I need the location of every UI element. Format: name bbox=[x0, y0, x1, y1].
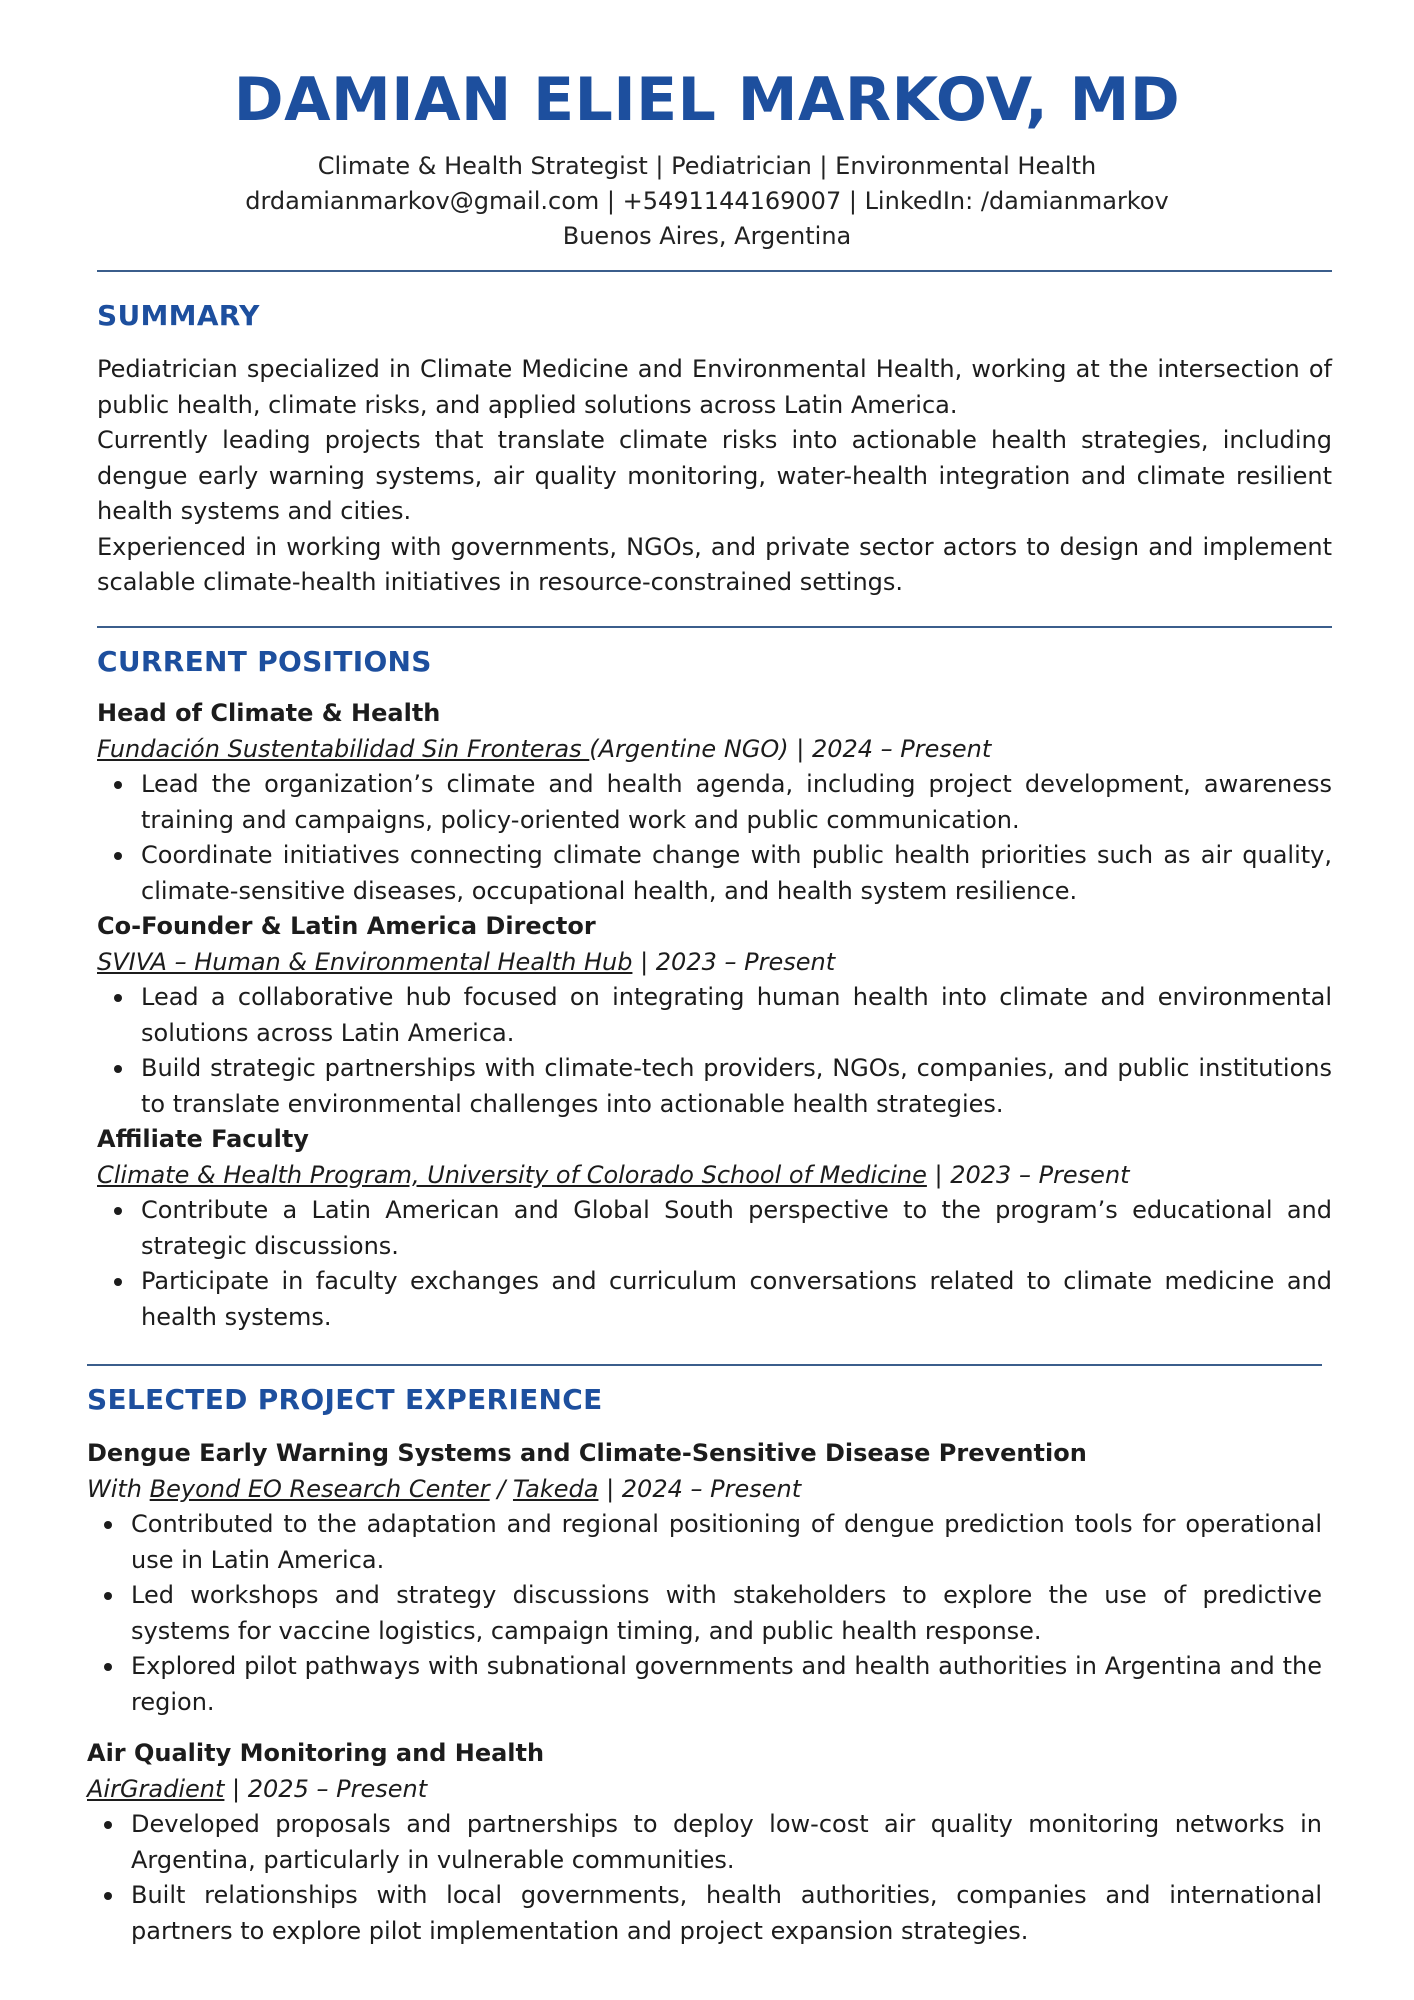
summary-divider bbox=[97, 626, 1332, 628]
position-entry bbox=[97, 696, 1332, 909]
project-bullets bbox=[87, 1807, 1322, 1949]
project-title: Air Quality Monitoring and Health bbox=[87, 1739, 545, 1767]
bullet-item: Lead a collaborative hub focused on integrating human health into climate and environmental solutions across Latin America. bbox=[141, 980, 1332, 1051]
location: Buenos Aires, Argentina bbox=[562, 222, 852, 250]
project-org-line bbox=[87, 1772, 1322, 1808]
bullet-item: Participate in faculty exchanges and curriculum conversations related to climate medicine and health systems. bbox=[141, 1264, 1332, 1335]
position-entry bbox=[97, 909, 1332, 1122]
position-org-line bbox=[97, 732, 1332, 768]
spacer bbox=[87, 1720, 1322, 1736]
project-entry bbox=[87, 1436, 1322, 1720]
bullet-item: Explored pilot pathways with subnational governments and health authorities in Argentina and the region. bbox=[131, 1649, 1322, 1720]
position-title: Head of Climate & Health bbox=[97, 699, 441, 727]
organization-link[interactable]: SVIVA – Human & Environmental Health Hub bbox=[97, 947, 633, 976]
bullet-item: Build strategic partnerships with climate-tech providers, NGOs, companies, and public institutions to translate environmental challenges into actionable health strategies. bbox=[141, 1051, 1332, 1122]
position-dates: | 2023 – Present bbox=[926, 1160, 1130, 1189]
bullet-item: Developed proposals and partnerships to deploy low-cost air quality monitoring networks in Argentina, particularly in vulnerable communities. bbox=[131, 1807, 1322, 1878]
position-org-line bbox=[97, 945, 1332, 981]
project-title: Dengue Early Warning Systems and Climate-Sensitive Disease Prevention bbox=[87, 1439, 1087, 1467]
position-dates: (Argentine NGO) | 2024 – Present bbox=[589, 734, 992, 763]
summary-heading: SUMMARY bbox=[97, 299, 260, 332]
project-entry bbox=[87, 1736, 1322, 1949]
project-dates: | 2025 – Present bbox=[224, 1774, 428, 1803]
position-dates: | 2023 – Present bbox=[632, 947, 836, 976]
position-org-line bbox=[97, 1158, 1332, 1194]
projects-section bbox=[87, 1436, 1322, 1949]
position-title: Co-Founder & Latin America Director bbox=[97, 912, 596, 940]
bullet-item: Coordinate initiatives connecting climate change with public health priorities such as air quality, climate-sensitive diseases, occupational health, and health system resilience. bbox=[141, 838, 1332, 909]
organization-link[interactable]: AirGradient bbox=[87, 1774, 225, 1803]
bullet-item: Contributed to the adaptation and regional positioning of dengue prediction tools for operational use in Latin America. bbox=[131, 1507, 1322, 1578]
tagline: Climate & Health Strategist | Pediatrician | Environmental Health bbox=[317, 152, 1097, 180]
position-bullets bbox=[97, 767, 1332, 909]
summary-paragraph: Currently leading projects that translate climate risks into actionable health strategies, including dengue early warning systems, air quality monitoring, water-health integration and climate resilient health systems and cities. bbox=[97, 426, 1332, 525]
organization-link[interactable]: Takeda bbox=[512, 1474, 599, 1503]
organization-link[interactable]: Beyond EO Research Center bbox=[149, 1474, 490, 1503]
projects-heading: SELECTED PROJECT EXPERIENCE bbox=[87, 1383, 603, 1416]
summary-paragraph: Pediatrician specialized in Climate Medicine and Environmental Health, working at the intersection of public health, climate risks, and applied solutions across Latin America. bbox=[97, 355, 1332, 419]
bullet-item: Contribute a Latin American and Global South perspective to the program’s educational and strategic discussions. bbox=[141, 1193, 1332, 1264]
positions-heading: CURRENT POSITIONS bbox=[97, 645, 432, 678]
summary-paragraph: Experienced in working with governments, NGOs, and private sector actors to design and implement scalable climate-health initiatives in resource-constrained settings. bbox=[97, 532, 1332, 596]
header-divider bbox=[97, 270, 1332, 272]
organization-link[interactable]: Fundación Sustentabilidad Sin Fronteras bbox=[97, 734, 590, 763]
contact-info: drdamianmarkov@gmail.com | +5491144169007 | LinkedIn: /damianmarkov bbox=[245, 187, 1169, 215]
position-entry bbox=[97, 1122, 1332, 1335]
project-prefix: With bbox=[87, 1474, 150, 1503]
bullet-item: Led workshops and strategy discussions with stakeholders to explore the use of predictive systems for vaccine logistics, campaign timing, and public health response. bbox=[131, 1578, 1322, 1649]
summary-section bbox=[97, 352, 1332, 601]
organization-link[interactable]: Climate & Health Program, University of Colorado School of Medicine bbox=[97, 1160, 927, 1189]
project-dates: | 2024 – Present bbox=[598, 1474, 802, 1503]
positions-divider bbox=[87, 1364, 1322, 1366]
position-bullets bbox=[97, 1193, 1332, 1335]
candidate-name: DAMIAN ELIEL MARKOV, MD bbox=[233, 65, 1181, 135]
org-separator: / bbox=[489, 1474, 513, 1503]
project-bullets bbox=[87, 1507, 1322, 1720]
bullet-item: Lead the organization’s climate and health agenda, including project development, awareness training and campaigns, policy-oriented work and public communication. bbox=[141, 767, 1332, 838]
project-org-line bbox=[87, 1472, 1322, 1508]
position-bullets bbox=[97, 980, 1332, 1122]
positions-section bbox=[97, 696, 1332, 1335]
position-title: Affiliate Faculty bbox=[97, 1125, 309, 1153]
bullet-item: Built relationships with local governments, health authorities, companies and international partners to explore pilot implementation and project expansion strategies. bbox=[131, 1878, 1322, 1949]
